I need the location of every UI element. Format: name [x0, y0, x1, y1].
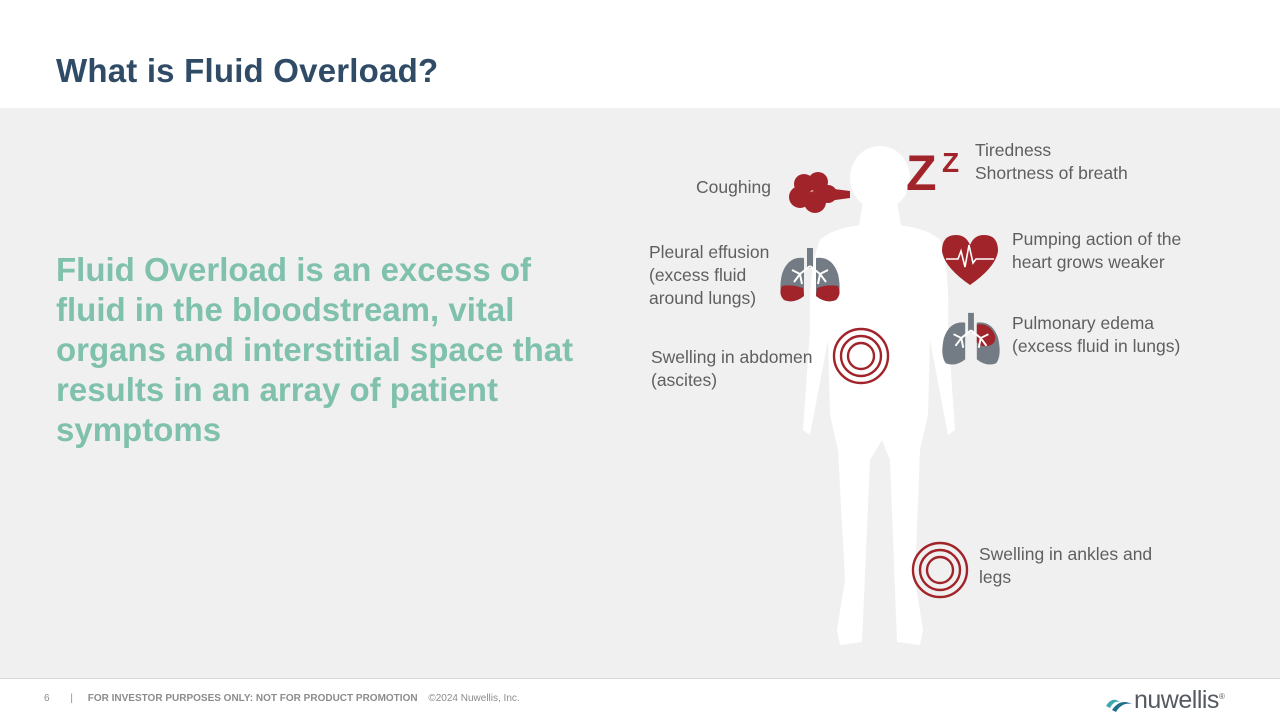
nuwellis-logo-text: nuwellis®: [1134, 686, 1225, 714]
definition-text: Fluid Overload is an excess of fluid in the bloodstream, vital organs and interstitial space that results in an array of patient symptoms: [56, 251, 574, 448]
svg-text:Z: Z: [906, 145, 937, 194]
investor-notice: FOR INVESTOR PURPOSES ONLY: NOT FOR PRODUCT PROMOTION: [87, 693, 418, 704]
nuwellis-logo: [1104, 688, 1244, 716]
sleep-zz-icon: [906, 144, 968, 194]
svg-text:Z: Z: [942, 147, 960, 178]
pleural-effusion-label: Pleural effusion (excess fluid around lungs): [649, 242, 770, 308]
heart-weakness-label: Pumping action of the heart grows weaker: [1012, 229, 1182, 272]
footer-divider: [0, 678, 1280, 679]
lungs-pleural-icon: [778, 248, 842, 304]
lungs-pulmonary-icon: [940, 312, 1002, 368]
pulmonary-edema-label: Pulmonary edema (excess fluid in lungs): [1012, 313, 1181, 356]
footer-separator: |: [70, 693, 73, 704]
abdomen-swelling-label: Swelling in abdomen (ascites): [651, 347, 813, 390]
heart-ecg-icon: [940, 233, 1000, 287]
footer: [44, 693, 520, 704]
copyright: ©2024 Nuwellis, Inc.: [428, 693, 520, 704]
page-title: What is Fluid Overload?: [56, 52, 439, 89]
ankles-target-rings-icon: [911, 541, 969, 599]
page-number: 6: [44, 693, 50, 704]
ankles-swelling-label: Swelling in ankles and legs: [979, 544, 1153, 587]
tiredness-label: Tiredness Shortness of breath: [975, 140, 1128, 183]
abdomen-target-rings-icon: [832, 327, 890, 385]
coughing-label: Coughing: [696, 177, 771, 197]
coughing-cloud-icon: [788, 170, 852, 216]
nuwellis-logo-mark: [1104, 694, 1134, 714]
